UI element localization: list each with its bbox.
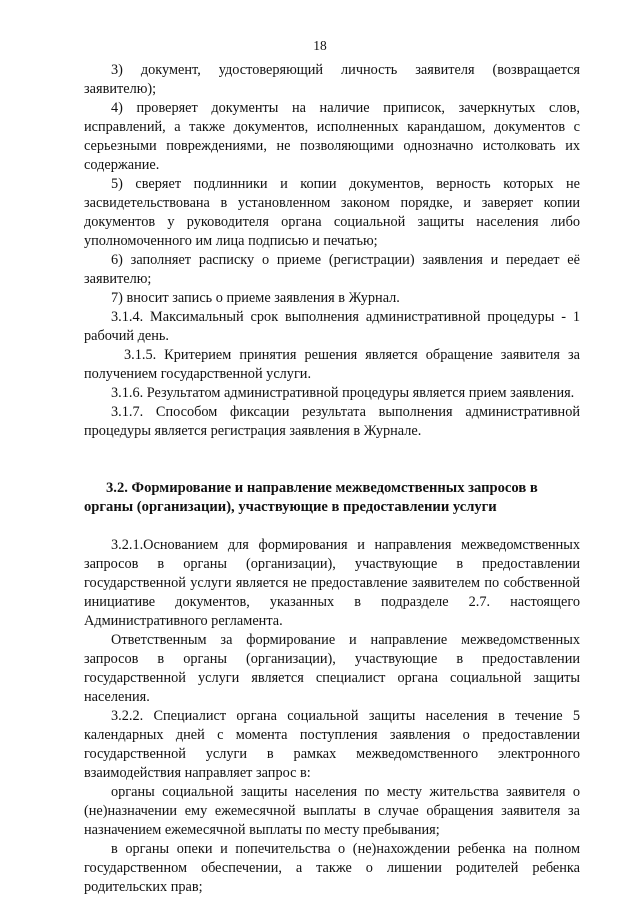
paragraph-identity-document: 3) документ, удостоверяющий личность заявителя (возвращается заявителю); (84, 62, 580, 97)
paragraph-3-1-7: 3.1.7. Способом фиксации результата выполнения административной процедуры является регистрация заявления в Журнале. (84, 404, 580, 439)
paragraph-3-2-2: 3.2.2. Специалист органа социальной защиты населения в течение 5 календарных дней с момента поступления заявления о предоставлении государственной услуги в рамках межведомственного электронного взаимодействия направляет запрос в: (84, 708, 580, 781)
paragraph-verify-copies: 5) сверяет подлинники и копии документов, верность которых не засвидетельствована в установленном законом порядке, и заверяет копии документов у руководителя органа социальной защиты населения либо уполномоченного им лица подписью и печатью; (84, 176, 580, 249)
paragraph-3-2-1: 3.2.1.Основанием для формирования и направления межведомственных запросов в органы (организации), участвующие в предоставлении государственной услуги является не предоставление заявителем по собственной инициативе документов, указанных в подразделе 2.7. настоящего Административного регламента. (84, 537, 580, 629)
page-number: 18 (313, 38, 327, 53)
paragraph-3-1-5: 3.1.5. Критерием принятия решения является обращение заявителя за получением государственной услуги. (84, 347, 580, 382)
paragraph-responsible: Ответственным за формирование и направление межведомственных запросов в органы (организации), участвующие в предоставлении государственной услуги является специалист органа социальной защиты населения. (84, 632, 580, 705)
section-heading-3-2: 3.2. Формирование и направление межведомственных запросов в органы (организации), участвующие в предоставлении услуги (84, 480, 538, 515)
paragraph-guardianship-bodies: в органы опеки и попечительства о (не)нахождении ребенка на полном государственном обеспечении, а также о лишении родителей ребенка родительских прав; (84, 841, 580, 895)
paragraph-social-protection-bodies: органы социальной защиты населения по месту жительства заявителя о (не)назначении ему ежемесячной выплаты в случае обращения заявителя за назначением ежемесячной выплаты по месту пребывания; (84, 784, 580, 838)
document-body (84, 61, 580, 897)
paragraph-3-1-4: 3.1.4. Максимальный срок выполнения административной процедуры - 1 рабочий день. (84, 309, 580, 344)
paragraph-check-documents: 4) проверяет документы на наличие приписок, зачеркнутых слов, исправлений, а также документов, исполненных карандашом, документов с серьезными повреждениями, не позволяющими однозначно истолковать их содержание. (84, 100, 580, 173)
paragraph-3-1-6: 3.1.6. Результатом административной процедуры является прием заявления. (111, 385, 575, 401)
paragraph-journal-entry: 7) вносит запись о приеме заявления в Журнал. (111, 290, 400, 306)
paragraph-receipt: 6) заполняет расписку о приеме (регистрации) заявления и передает её заявителю; (84, 252, 580, 287)
